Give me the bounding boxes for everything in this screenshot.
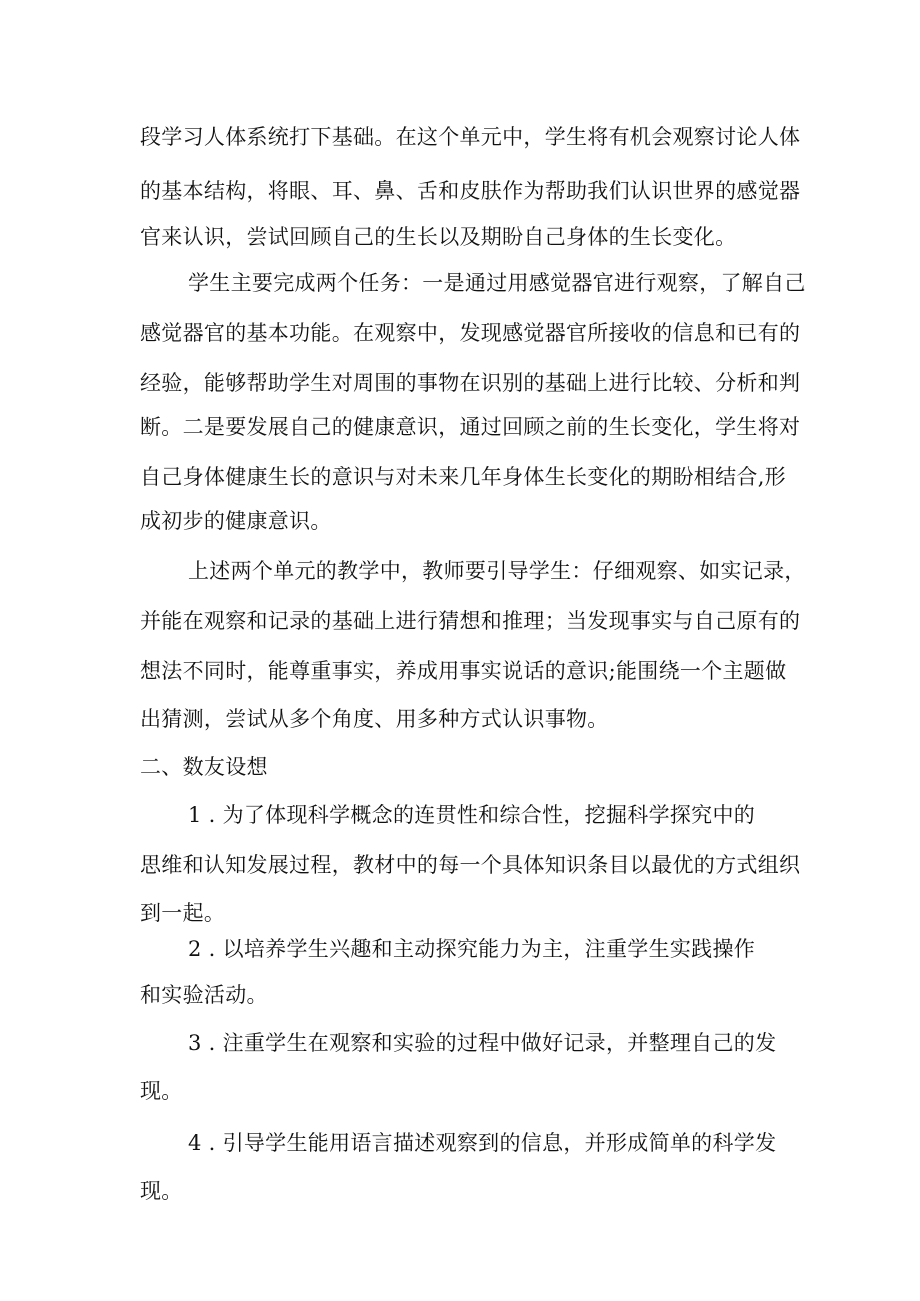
text-line: 断。二是要发展自己的健康意识，通过回顾之前的生长变化，学生将对 xyxy=(140,415,801,439)
text-line: 上述两个单元的教学中，教师要引导学生：仔细观察、如实记录， xyxy=(188,559,806,583)
text-line: 经验，能够帮助学生对周围的事物在识别的基础上进行比较、分析和判 xyxy=(140,371,801,395)
text-line: 出猜测，尝试从多个角度、用多种方式认识事物。 xyxy=(140,707,609,731)
text-line: 成初步的健康意识。 xyxy=(140,509,332,533)
list-item-line: 2 . 以培养学生兴趣和主动探究能力为主，注重学生实践操作 xyxy=(188,937,756,961)
list-item-line: 3 . 注重学生在观察和实验的过程中做好记录，并整理自己的发 xyxy=(188,1031,777,1055)
text-line: 并能在观察和记录的基础上进行猜想和推理；当发现事实与自己原有的 xyxy=(140,609,801,633)
text-line: 学生主要完成两个任务：一是通过用感觉器官进行观察，了解自己 xyxy=(188,271,806,295)
list-item-line: 现。 xyxy=(140,1179,183,1203)
list-item-line: 现。 xyxy=(140,1079,183,1103)
list-item-line: 1 . 为了体现科学概念的连贯性和综合性，挖掘科学探究中的 xyxy=(188,803,756,827)
text-line: 自己身体健康生长的意识与对未来几年身体生长变化的期盼相结合,形 xyxy=(140,465,786,489)
text-line: 想法不同时，能尊重事实，养成用事实说话的意识;能围绕一个主题做 xyxy=(140,659,787,683)
text-line: 段学习人体系统打下基础。在这个单元中，学生将有机会观察讨论人体 xyxy=(140,125,801,149)
section-heading: 二、数友设想 xyxy=(140,755,268,779)
list-item-line: 和实验活动。 xyxy=(140,983,268,1007)
text-line: 官来认识，尝试回顾自己的生长以及期盼自己身体的生长变化。 xyxy=(140,225,737,249)
list-item-line: 到一起。 xyxy=(140,901,226,925)
list-item-line: 思维和认知发展过程，教材中的每一个具体知识条目以最优的方式组织 xyxy=(140,853,801,877)
text-line: 感觉器官的基本功能。在观察中，发现感觉器官所接收的信息和已有的 xyxy=(140,321,801,345)
list-item-line: 4 . 引导学生能用语言描述观察到的信息，并形成简单的科学发 xyxy=(188,1131,777,1155)
text-line: 的基本结构，将眼、耳、鼻、舌和皮肤作为帮助我们认识世界的感觉器 xyxy=(140,179,801,203)
